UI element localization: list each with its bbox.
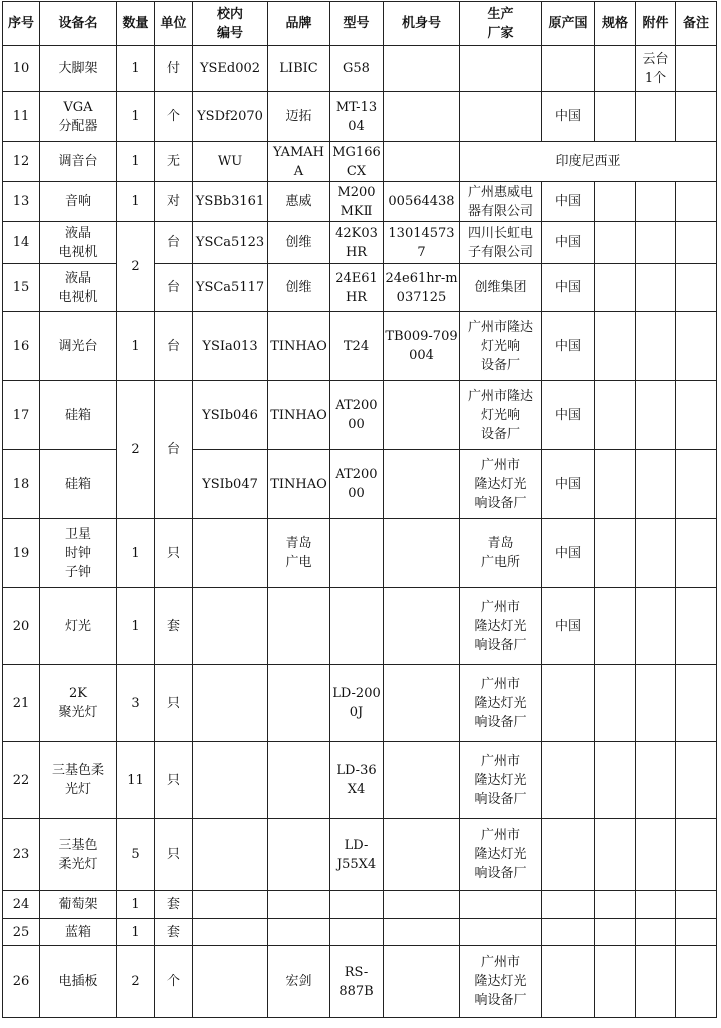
cell-note xyxy=(676,665,717,742)
cell-origin xyxy=(542,742,595,819)
cell-unit: 无 xyxy=(155,142,193,182)
cell-maker xyxy=(460,919,542,946)
cell-attach: 云台 1个 xyxy=(636,46,676,92)
cell-origin: 中国 xyxy=(542,92,595,142)
cell-note xyxy=(676,450,717,519)
header-cell: 生产 厂家 xyxy=(460,2,542,46)
cell-origin: 中国 xyxy=(542,312,595,381)
cell-code: YSEd002 xyxy=(193,46,268,92)
cell-unit: 对 xyxy=(155,182,193,222)
cell-origin: 中国 xyxy=(542,450,595,519)
cell-maker: 印度尼西亚 xyxy=(460,142,717,182)
cell-spec xyxy=(595,665,636,742)
header-cell: 规格 xyxy=(595,2,636,46)
cell-serial xyxy=(384,665,460,742)
cell-brand xyxy=(268,742,330,819)
cell-spec xyxy=(595,588,636,665)
cell-serial xyxy=(384,450,460,519)
cell-code: YSCa5123 xyxy=(193,222,268,264)
cell-note xyxy=(676,46,717,92)
cell-no: 17 xyxy=(3,381,40,450)
cell-qty: 3 xyxy=(117,665,155,742)
cell-name: 调音台 xyxy=(40,142,117,182)
cell-spec xyxy=(595,182,636,222)
cell-brand: LIBIC xyxy=(268,46,330,92)
cell-unit: 台 xyxy=(155,381,193,519)
cell-unit: 台 xyxy=(155,222,193,264)
cell-name: 液晶 电视机 xyxy=(40,222,117,264)
cell-qty: 1 xyxy=(117,312,155,381)
cell-brand xyxy=(268,919,330,946)
cell-note xyxy=(676,312,717,381)
table-row xyxy=(3,819,717,891)
cell-name: 葡萄架 xyxy=(40,891,117,919)
cell-unit: 只 xyxy=(155,665,193,742)
cell-brand: 青岛 广电 xyxy=(268,519,330,588)
cell-attach xyxy=(636,891,676,919)
table-row xyxy=(3,222,717,264)
table-row xyxy=(3,312,717,381)
cell-attach xyxy=(636,819,676,891)
cell-no: 24 xyxy=(3,891,40,919)
table-row xyxy=(3,588,717,665)
cell-brand xyxy=(268,665,330,742)
cell-serial: 24e61hr-m 037125 xyxy=(384,264,460,312)
cell-model: AT200 00 xyxy=(330,450,384,519)
cell-brand: 创维 xyxy=(268,264,330,312)
cell-serial xyxy=(384,519,460,588)
cell-no: 13 xyxy=(3,182,40,222)
cell-model: T24 xyxy=(330,312,384,381)
cell-spec xyxy=(595,946,636,1018)
header-cell: 设备名 xyxy=(40,2,117,46)
cell-attach xyxy=(636,264,676,312)
cell-serial xyxy=(384,891,460,919)
cell-serial xyxy=(384,946,460,1018)
cell-no: 11 xyxy=(3,92,40,142)
cell-maker: 广州市 隆达灯光 响设备厂 xyxy=(460,588,542,665)
cell-serial xyxy=(384,588,460,665)
cell-origin: 中国 xyxy=(542,588,595,665)
cell-model: 42K03 HR xyxy=(330,222,384,264)
cell-brand: TINHAO xyxy=(268,450,330,519)
table-row xyxy=(3,946,717,1018)
cell-qty: 2 xyxy=(117,381,155,519)
cell-origin: 中国 xyxy=(542,381,595,450)
cell-unit: 只 xyxy=(155,819,193,891)
cell-attach xyxy=(636,946,676,1018)
cell-serial xyxy=(384,46,460,92)
header-row xyxy=(3,2,717,46)
cell-maker: 青岛 广电所 xyxy=(460,519,542,588)
cell-code: YSCa5117 xyxy=(193,264,268,312)
cell-serial xyxy=(384,381,460,450)
cell-code xyxy=(193,519,268,588)
cell-qty: 1 xyxy=(117,46,155,92)
cell-qty: 1 xyxy=(117,919,155,946)
cell-name: 三基色柔 光灯 xyxy=(40,742,117,819)
cell-name: 灯光 xyxy=(40,588,117,665)
cell-serial xyxy=(384,92,460,142)
cell-spec xyxy=(595,92,636,142)
cell-qty: 5 xyxy=(117,819,155,891)
cell-maker: 广州市 隆达灯光 响设备厂 xyxy=(460,819,542,891)
cell-spec xyxy=(595,519,636,588)
cell-origin: 中国 xyxy=(542,222,595,264)
cell-model: RS- 887B xyxy=(330,946,384,1018)
cell-attach xyxy=(636,222,676,264)
cell-maker xyxy=(460,92,542,142)
cell-note xyxy=(676,519,717,588)
cell-no: 15 xyxy=(3,264,40,312)
table-row xyxy=(3,919,717,946)
cell-model: LD-36 X4 xyxy=(330,742,384,819)
cell-brand xyxy=(268,588,330,665)
cell-name: 蓝箱 xyxy=(40,919,117,946)
cell-code xyxy=(193,819,268,891)
cell-serial: 00564438 xyxy=(384,182,460,222)
cell-origin xyxy=(542,891,595,919)
cell-no: 25 xyxy=(3,919,40,946)
cell-qty: 1 xyxy=(117,142,155,182)
cell-spec xyxy=(595,891,636,919)
cell-attach xyxy=(636,742,676,819)
cell-attach xyxy=(636,665,676,742)
cell-attach xyxy=(636,381,676,450)
cell-code: YSIa013 xyxy=(193,312,268,381)
cell-model: G58 xyxy=(330,46,384,92)
table-row xyxy=(3,264,717,312)
cell-spec xyxy=(595,46,636,92)
cell-no: 19 xyxy=(3,519,40,588)
cell-model xyxy=(330,588,384,665)
cell-brand: TINHAO xyxy=(268,312,330,381)
cell-note xyxy=(676,264,717,312)
cell-model xyxy=(330,919,384,946)
cell-origin: 中国 xyxy=(542,264,595,312)
cell-attach xyxy=(636,588,676,665)
cell-model: 24E61 HR xyxy=(330,264,384,312)
cell-note xyxy=(676,891,717,919)
table-row xyxy=(3,519,717,588)
cell-model: AT200 00 xyxy=(330,381,384,450)
cell-unit: 付 xyxy=(155,46,193,92)
cell-maker: 广州市 隆达灯光 响设备厂 xyxy=(460,742,542,819)
cell-unit: 个 xyxy=(155,92,193,142)
cell-maker: 创维集团 xyxy=(460,264,542,312)
cell-name: 大脚架 xyxy=(40,46,117,92)
cell-brand xyxy=(268,891,330,919)
cell-brand: 创维 xyxy=(268,222,330,264)
cell-name: 三基色 柔光灯 xyxy=(40,819,117,891)
cell-qty: 1 xyxy=(117,182,155,222)
cell-name: VGA 分配器 xyxy=(40,92,117,142)
cell-origin xyxy=(542,919,595,946)
cell-name: 音响 xyxy=(40,182,117,222)
table-row xyxy=(3,742,717,819)
cell-code xyxy=(193,919,268,946)
cell-qty: 11 xyxy=(117,742,155,819)
cell-attach xyxy=(636,92,676,142)
cell-origin: 中国 xyxy=(542,182,595,222)
cell-name: 2K 聚光灯 xyxy=(40,665,117,742)
cell-no: 16 xyxy=(3,312,40,381)
cell-origin: 中国 xyxy=(542,519,595,588)
cell-no: 26 xyxy=(3,946,40,1018)
table-row xyxy=(3,142,717,182)
cell-unit: 台 xyxy=(155,312,193,381)
cell-maker: 广州市隆达 灯光响 设备厂 xyxy=(460,312,542,381)
cell-qty: 2 xyxy=(117,222,155,312)
cell-spec xyxy=(595,222,636,264)
cell-brand: 惠威 xyxy=(268,182,330,222)
cell-origin xyxy=(542,819,595,891)
cell-brand: 迈拓 xyxy=(268,92,330,142)
table-row xyxy=(3,665,717,742)
cell-serial xyxy=(384,919,460,946)
cell-name: 硅箱 xyxy=(40,450,117,519)
cell-maker: 广州市 隆达灯光 响设备厂 xyxy=(460,665,542,742)
cell-brand: TINHAO xyxy=(268,381,330,450)
cell-no: 22 xyxy=(3,742,40,819)
cell-qty: 1 xyxy=(117,891,155,919)
cell-attach xyxy=(636,450,676,519)
cell-maker xyxy=(460,891,542,919)
header-cell: 序号 xyxy=(3,2,40,46)
cell-maker: 广州市隆达 灯光响 设备厂 xyxy=(460,381,542,450)
cell-attach xyxy=(636,182,676,222)
cell-code: WU xyxy=(193,142,268,182)
cell-maker: 广州市 隆达灯光 响设备厂 xyxy=(460,946,542,1018)
cell-unit: 套 xyxy=(155,891,193,919)
cell-model: LD- J55X4 xyxy=(330,819,384,891)
cell-unit: 个 xyxy=(155,946,193,1018)
cell-code xyxy=(193,742,268,819)
cell-spec xyxy=(595,819,636,891)
table-row xyxy=(3,891,717,919)
cell-note xyxy=(676,182,717,222)
table-row xyxy=(3,381,717,450)
cell-serial: TB009-709 004 xyxy=(384,312,460,381)
cell-maker: 广州惠威电 器有限公司 xyxy=(460,182,542,222)
cell-note xyxy=(676,819,717,891)
cell-attach xyxy=(636,312,676,381)
cell-no: 10 xyxy=(3,46,40,92)
cell-model: MG166 CX xyxy=(330,142,384,182)
cell-note xyxy=(676,222,717,264)
cell-name: 调光台 xyxy=(40,312,117,381)
cell-origin xyxy=(542,665,595,742)
cell-name: 卫星 时钟 子钟 xyxy=(40,519,117,588)
cell-note xyxy=(676,92,717,142)
cell-note xyxy=(676,381,717,450)
cell-serial xyxy=(384,819,460,891)
cell-qty: 2 xyxy=(117,946,155,1018)
cell-unit: 只 xyxy=(155,519,193,588)
table-row xyxy=(3,450,717,519)
cell-attach xyxy=(636,919,676,946)
cell-spec xyxy=(595,742,636,819)
cell-code: YSIb046 xyxy=(193,381,268,450)
header-cell: 品牌 xyxy=(268,2,330,46)
header-cell: 校内 编号 xyxy=(193,2,268,46)
cell-no: 23 xyxy=(3,819,40,891)
table-row xyxy=(3,46,717,92)
cell-unit: 套 xyxy=(155,919,193,946)
header-cell: 数量 xyxy=(117,2,155,46)
cell-no: 20 xyxy=(3,588,40,665)
cell-note xyxy=(676,919,717,946)
cell-code xyxy=(193,891,268,919)
cell-model xyxy=(330,519,384,588)
cell-attach xyxy=(636,519,676,588)
cell-maker: 四川长虹电 子有限公司 xyxy=(460,222,542,264)
cell-no: 18 xyxy=(3,450,40,519)
cell-code xyxy=(193,665,268,742)
cell-unit: 只 xyxy=(155,742,193,819)
header-cell: 单位 xyxy=(155,2,193,46)
header-cell: 备注 xyxy=(676,2,717,46)
cell-note xyxy=(676,946,717,1018)
cell-no: 21 xyxy=(3,665,40,742)
cell-maker xyxy=(460,46,542,92)
cell-code: YSIb047 xyxy=(193,450,268,519)
cell-spec xyxy=(595,381,636,450)
cell-serial: 130145737 xyxy=(384,222,460,264)
header-cell: 型号 xyxy=(330,2,384,46)
cell-model: LD-200 0J xyxy=(330,665,384,742)
cell-serial xyxy=(384,742,460,819)
cell-maker: 广州市 隆达灯光 响设备厂 xyxy=(460,450,542,519)
cell-serial xyxy=(384,142,460,182)
cell-no: 12 xyxy=(3,142,40,182)
cell-name: 电插板 xyxy=(40,946,117,1018)
cell-code xyxy=(193,588,268,665)
cell-model: MT-13 04 xyxy=(330,92,384,142)
cell-qty: 1 xyxy=(117,519,155,588)
cell-unit: 套 xyxy=(155,588,193,665)
cell-code: YSBb3161 xyxy=(193,182,268,222)
equipment-table xyxy=(2,1,717,1018)
cell-qty: 1 xyxy=(117,588,155,665)
cell-brand: 宏剑 xyxy=(268,946,330,1018)
table-row xyxy=(3,92,717,142)
header-cell: 附件 xyxy=(636,2,676,46)
cell-origin xyxy=(542,946,595,1018)
header-cell: 机身号 xyxy=(384,2,460,46)
header-cell: 原产国 xyxy=(542,2,595,46)
cell-spec xyxy=(595,919,636,946)
cell-model xyxy=(330,891,384,919)
table-row xyxy=(3,182,717,222)
cell-code: YSDf2070 xyxy=(193,92,268,142)
cell-spec xyxy=(595,312,636,381)
cell-origin xyxy=(542,46,595,92)
cell-brand xyxy=(268,819,330,891)
cell-name: 液晶 电视机 xyxy=(40,264,117,312)
cell-code xyxy=(193,946,268,1018)
cell-unit: 台 xyxy=(155,264,193,312)
cell-qty: 1 xyxy=(117,92,155,142)
cell-model: M200 MKⅡ xyxy=(330,182,384,222)
cell-no: 14 xyxy=(3,222,40,264)
cell-name: 硅箱 xyxy=(40,381,117,450)
cell-brand: YAMAH A xyxy=(268,142,330,182)
cell-note xyxy=(676,588,717,665)
cell-note xyxy=(676,742,717,819)
cell-spec xyxy=(595,450,636,519)
cell-spec xyxy=(595,264,636,312)
